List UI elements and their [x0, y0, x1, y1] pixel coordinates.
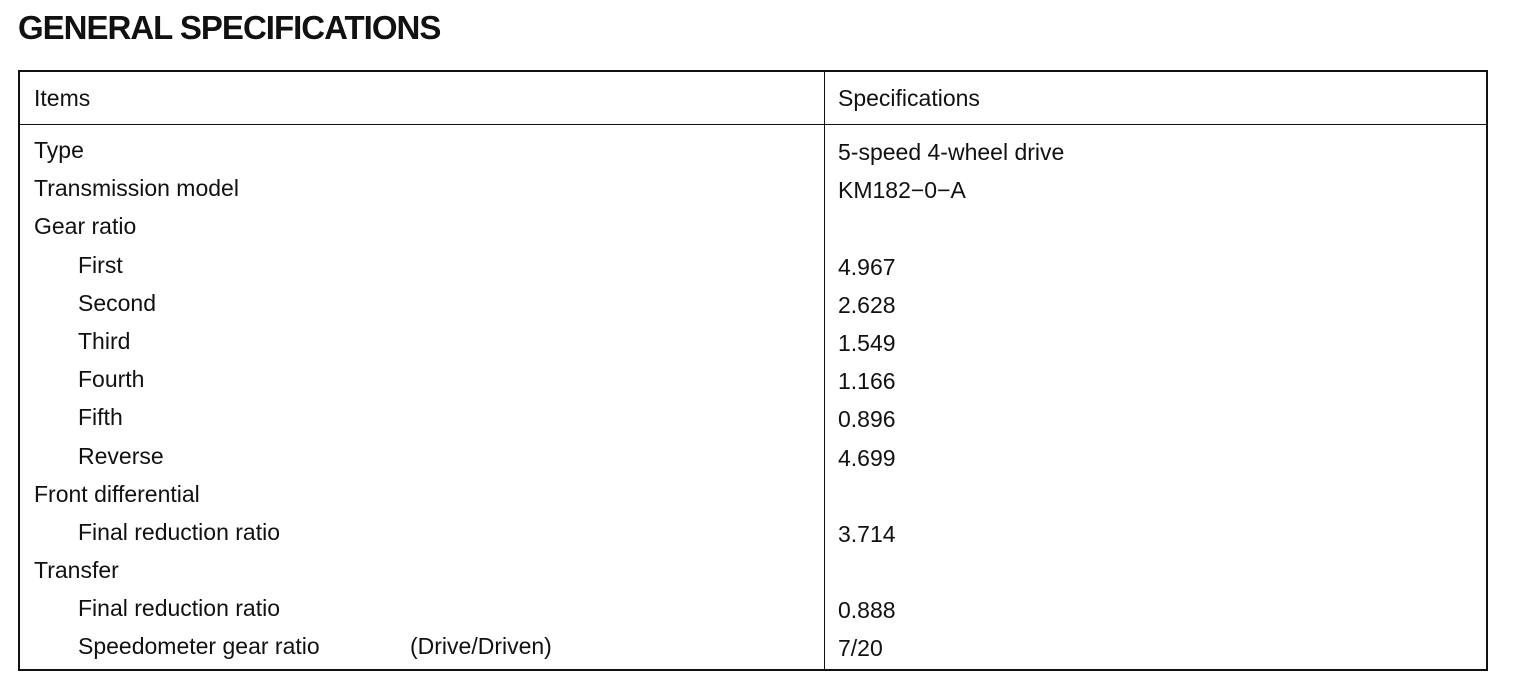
table-row — [20, 401, 1486, 439]
item-cell: Fourth — [78, 366, 145, 393]
spec-cell: KM182−0−A — [838, 177, 966, 204]
item-cell: First — [78, 251, 123, 278]
specifications-table — [18, 70, 1488, 671]
spec-cell: 1.166 — [838, 368, 896, 395]
table-row — [20, 325, 1486, 363]
table-row — [20, 363, 1486, 401]
item-cell: Speedometer gear ratio — [78, 633, 320, 660]
spec-cell: 4.967 — [838, 253, 896, 280]
spec-cell: 0.888 — [838, 597, 896, 624]
item-cell: Second — [78, 289, 157, 316]
table-row — [20, 478, 1486, 516]
item-cell: Final reduction ratio — [78, 518, 280, 545]
item-cell: Type — [34, 137, 84, 163]
item-cell: Reverse — [78, 442, 164, 469]
table-row — [20, 210, 1486, 248]
spec-cell: 2.628 — [838, 291, 896, 318]
item-cell: Front differential — [34, 480, 200, 507]
spec-cell: 5-speed 4-wheel drive — [838, 139, 1065, 165]
item-cell: Transmission model — [34, 175, 239, 202]
table-row — [20, 172, 1486, 210]
table-row — [20, 134, 1486, 172]
table-row — [20, 249, 1486, 287]
item-cell: Fifth — [78, 404, 123, 431]
header-items: Items — [34, 85, 91, 111]
table-row — [20, 440, 1486, 478]
item-cell: Transfer — [34, 557, 119, 584]
table-row — [20, 630, 1486, 668]
table-header-row — [20, 72, 1486, 125]
item-cell: Gear ratio — [34, 213, 137, 240]
table-body — [20, 134, 1486, 669]
page-title: GENERAL SPECIFICATIONS — [18, 9, 441, 46]
item-cell: Final reduction ratio — [78, 595, 280, 622]
table-row — [20, 592, 1486, 630]
table-row — [20, 554, 1486, 592]
spec-cell: 0.896 — [838, 406, 896, 433]
item-cell: Third — [78, 327, 131, 354]
spec-cell: 3.714 — [838, 520, 896, 547]
spec-cell: 4.699 — [838, 444, 896, 471]
table-row — [20, 287, 1486, 325]
note-cell: (Drive/Driven) — [410, 633, 552, 660]
header-specifications: Specifications — [838, 85, 980, 111]
table-row — [20, 516, 1486, 554]
spec-cell: 7/20 — [838, 635, 883, 662]
spec-cell: 1.549 — [838, 329, 896, 356]
